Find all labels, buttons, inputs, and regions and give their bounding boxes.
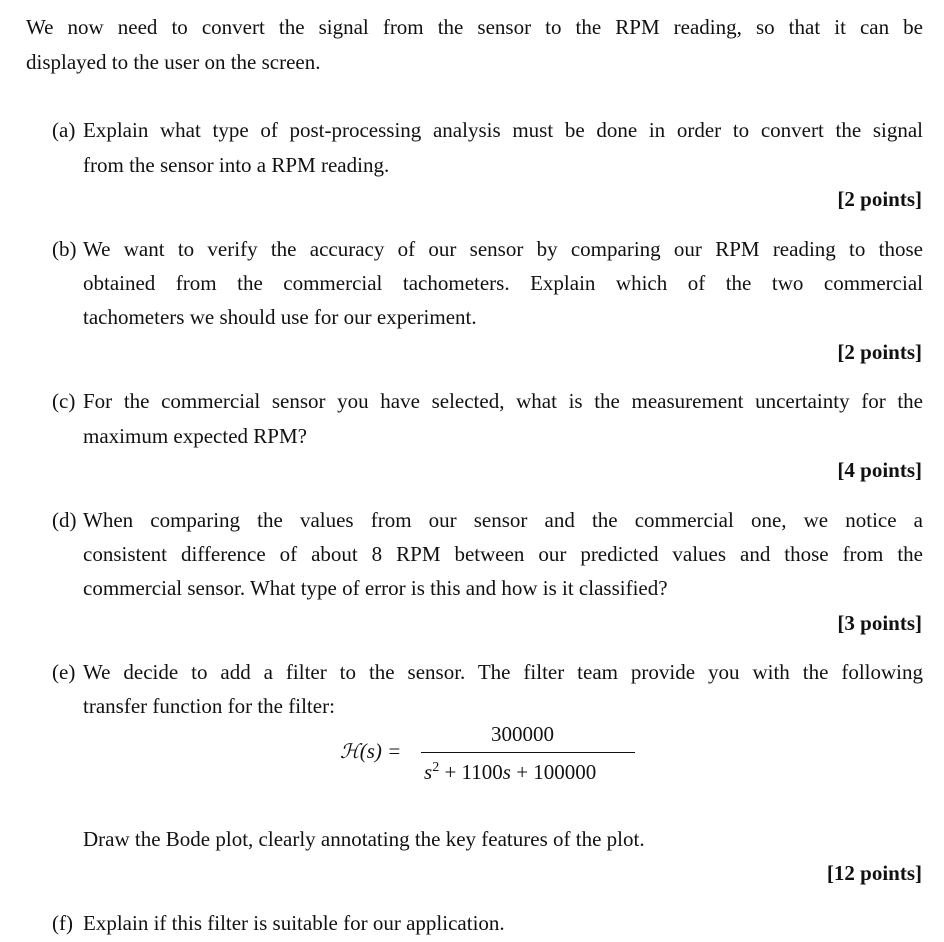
part-f-line-1: Explain if this filter is suitable for our application. [83,911,505,935]
part-d-label: (d) [52,508,77,532]
equation-fraction-bar [421,752,635,753]
part-b-points: [2 points] [837,340,922,364]
part-b-line-1: We want to verify the accuracy of our sensor by comparing our RPM reading to those [83,237,923,261]
part-b-line-2: obtained from the commercial tachometers. Explain which of the two commercial [83,271,923,295]
part-f-label: (f) [52,911,73,935]
part-a-line-1: Explain what type of post-processing analysis must be done in order to convert the signal [83,118,923,142]
part-e-line-2: transfer function for the filter: [83,694,335,718]
part-e-line-1: We decide to add a filter to the sensor. The filter team provide you with the following [83,660,923,684]
part-d-line-1: When comparing the values from our sensor and the commercial one, we notice a [83,508,923,532]
part-d-points: [3 points] [837,611,922,635]
equation-den-exponent: 2 [432,760,440,775]
part-b-line-3: tachometers we should use for our experiment. [83,305,477,329]
part-e-instruction: Draw the Bode plot, clearly annotating the key features of the plot. [83,827,645,851]
part-a-line-2: from the sensor into a RPM reading. [83,153,390,177]
part-c-line-2: maximum expected RPM? [83,424,307,448]
equation-lhs-symbol: ℋ [340,739,360,763]
equation-numerator: 300000 [491,722,554,746]
equation-denominator [424,761,596,783]
equation-den-coefficient: + 1100 [444,760,503,784]
equation-den-constant: + 100000 [516,760,597,784]
part-c-line-1: For the commercial sensor you have selected, what is the measurement uncertainty for the [83,389,923,413]
part-e-label: (e) [52,660,76,684]
part-a-points: [2 points] [837,187,922,211]
part-a-label: (a) [52,118,76,142]
equation-lhs-arg: (s) = [359,739,402,763]
part-b-label: (b) [52,237,77,261]
equation-lhs [340,741,401,762]
part-d-line-2: consistent difference of about 8 RPM between our predicted values and those from the [83,542,923,566]
intro-line-2: displayed to the user on the screen. [26,50,321,74]
part-d-line-3: commercial sensor. What type of error is this and how is it classified? [83,576,668,600]
part-e-points: [12 points] [826,861,922,885]
equation-den-s-linear: s [502,760,511,784]
intro-line-1: We now need to convert the signal from the sensor to the RPM reading, so that it can be [26,15,923,39]
equation-den-s: s [424,760,433,784]
part-c-points: [4 points] [837,458,922,482]
part-c-label: (c) [52,389,76,413]
